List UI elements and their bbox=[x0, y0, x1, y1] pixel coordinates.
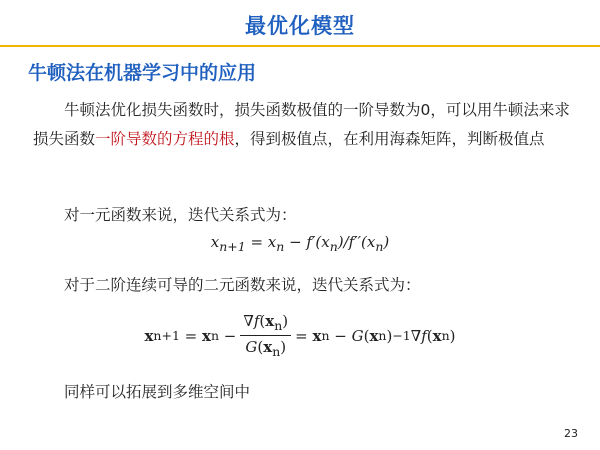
formula-univariate: $x_{n+1} = x_n - f'(x_n)/f''(x_n)$ bbox=[210, 233, 390, 254]
para-text-2: ，得到极值点，在利用海森矩阵，判断极值点 bbox=[234, 129, 545, 148]
section-heading: 牛顿法在机器学习中的应用 bbox=[28, 62, 257, 84]
intro-paragraph bbox=[33, 96, 573, 153]
bivariate-text: 对于二阶连续可导的二元函数来说，迭代关系式为： bbox=[64, 276, 421, 294]
formula-bivariate: x n+1 = x n − $\frac{\nabla f(x_n)}{G(x_n)}$ = x n − G ( x n ) −1 ∇f ( x n ) bbox=[144, 312, 456, 359]
gradient-fraction: $\frac{\nabla f(x_n)}{G(x_n)}$ bbox=[240, 312, 291, 359]
para-highlight: 一阶导数的方程的根 bbox=[95, 129, 235, 148]
title-divider bbox=[0, 45, 600, 47]
slide-title: 最优化模型 bbox=[245, 14, 355, 38]
univariate-text: 对一元函数来说，迭代关系式为： bbox=[64, 206, 297, 224]
page-number: 23 bbox=[564, 427, 578, 440]
multidim-text: 同样可以拓展到多维空间中 bbox=[64, 383, 251, 401]
para-text-1: 牛顿法优化损失函数时，损失函数极值的一阶导数为0，可以用牛顿法来求损失函数 bbox=[33, 101, 570, 148]
